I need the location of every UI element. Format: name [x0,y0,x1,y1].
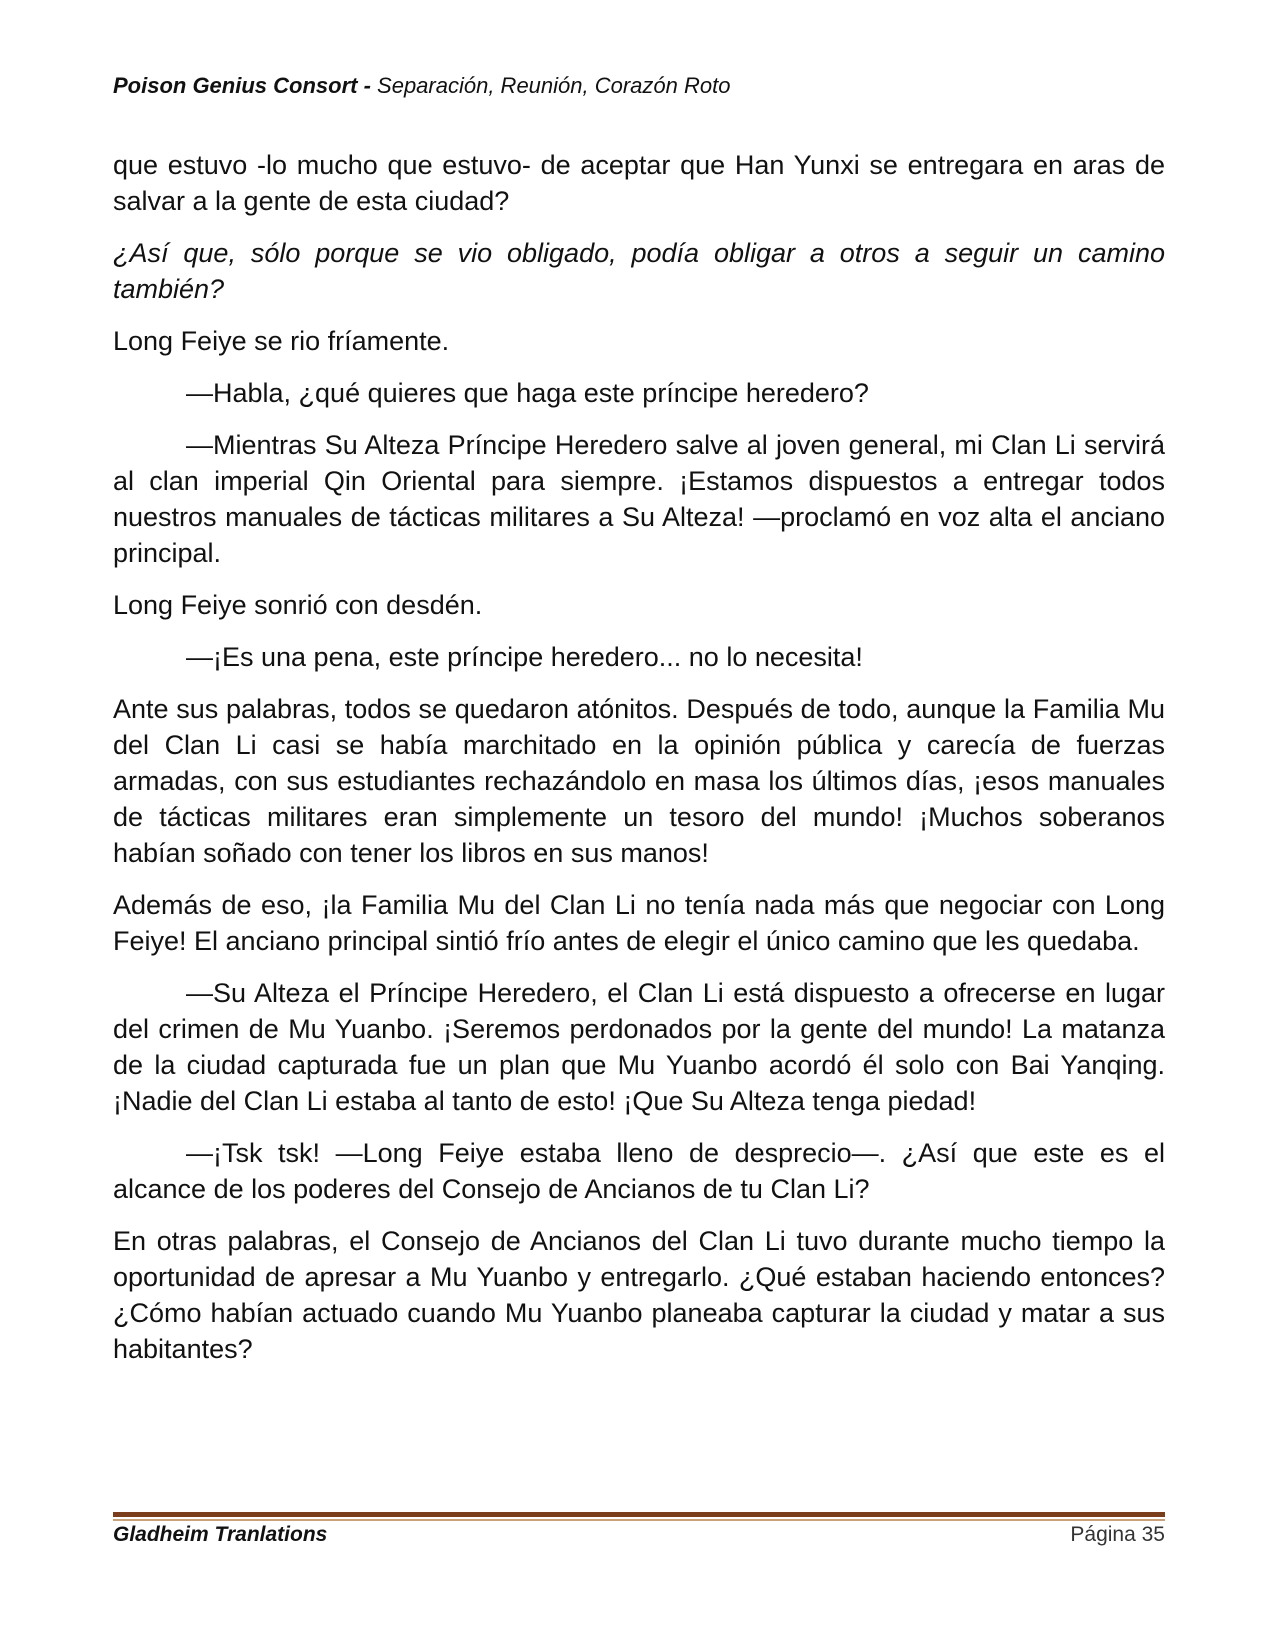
dialogue-paragraph: —Habla, ¿qué quieres que haga este príncipe heredero? [186,378,869,408]
footer-publisher: Gladheim Tranlations [113,1523,328,1546]
dialogue-paragraph: —Mientras Su Alteza Príncipe Heredero salve al joven general, mi Clan Li servirá al clan imperial Qin Oriental para siempre. ¡Estamos dispuestos a entregar todos nuestros manuales de tácticas militares a Su Alteza! —proclamó en voz alta el anciano principal. [113,430,1165,568]
dialogue-paragraph: —Su Alteza el Príncipe Heredero, el Clan Li está dispuesto a ofrecerse en lugar del crimen de Mu Yuanbo. ¡Seremos perdonados por la gente del mundo! La matanza de la ciudad capturada fue un plan que Mu Yuanbo acordó él solo con Bai Yanqing. ¡Nadie del Clan Li estaba al tanto de esto! ¡Que Su Alteza tenga piedad! [113,978,1165,1116]
running-header [113,73,730,99]
book-title: Poison Genius Consort [113,73,358,98]
body-text [113,147,1165,1383]
paragraph: Long Feiye sonrió con desdén. [113,590,483,620]
dialogue-paragraph: —¡Tsk tsk! —Long Feiye estaba lleno de desprecio—. ¿Así que este es el alcance de los poderes del Consejo de Ancianos de tu Clan Li? [113,1138,1165,1204]
paragraph: Long Feiye se rio fríamente. [113,326,450,356]
dialogue-paragraph: —¡Es una pena, este príncipe heredero... no lo necesita! [186,642,863,672]
paragraph: Además de eso, ¡la Familia Mu del Clan Li no tenía nada más que negociar con Long Feiye! El anciano principal sintió frío antes de elegir el único camino que les quedaba. [113,890,1165,956]
footer-rule-thick [113,1512,1165,1517]
paragraph-italic: ¿Así que, sólo porque se vio obligado, podía obligar a otros a seguir un camino también? [113,238,1165,304]
footer-rule-thin [113,1519,1165,1521]
paragraph: que estuvo -lo mucho que estuvo- de aceptar que Han Yunxi se entregara en aras de salvar a la gente de esta ciudad? [113,150,1165,216]
chapter-title: Separación, Reunión, Corazón Roto [377,73,731,98]
paragraph: En otras palabras, el Consejo de Ancianos del Clan Li tuvo durante mucho tiempo la oportunidad de apresar a Mu Yuanbo y entregarlo. ¿Qué estaban haciendo entonces? ¿Cómo habían actuado cuando Mu Yuanbo planeaba capturar la ciudad y matar a sus habitantes? [113,1226,1165,1364]
header-separator: - [357,73,378,98]
paragraph: Ante sus palabras, todos se quedaron atónitos. Después de todo, aunque la Familia Mu del Clan Li casi se había marchitado en la opinión pública y carecía de fuerzas armadas, con sus estudiantes rechazándolo en masa los últimos días, ¡esos manuales de tácticas militares eran simplemente un tesoro del mundo! ¡Muchos soberanos habían soñado con tener los libros en sus manos! [113,694,1165,868]
page-number: Página 35 [1070,1523,1165,1546]
